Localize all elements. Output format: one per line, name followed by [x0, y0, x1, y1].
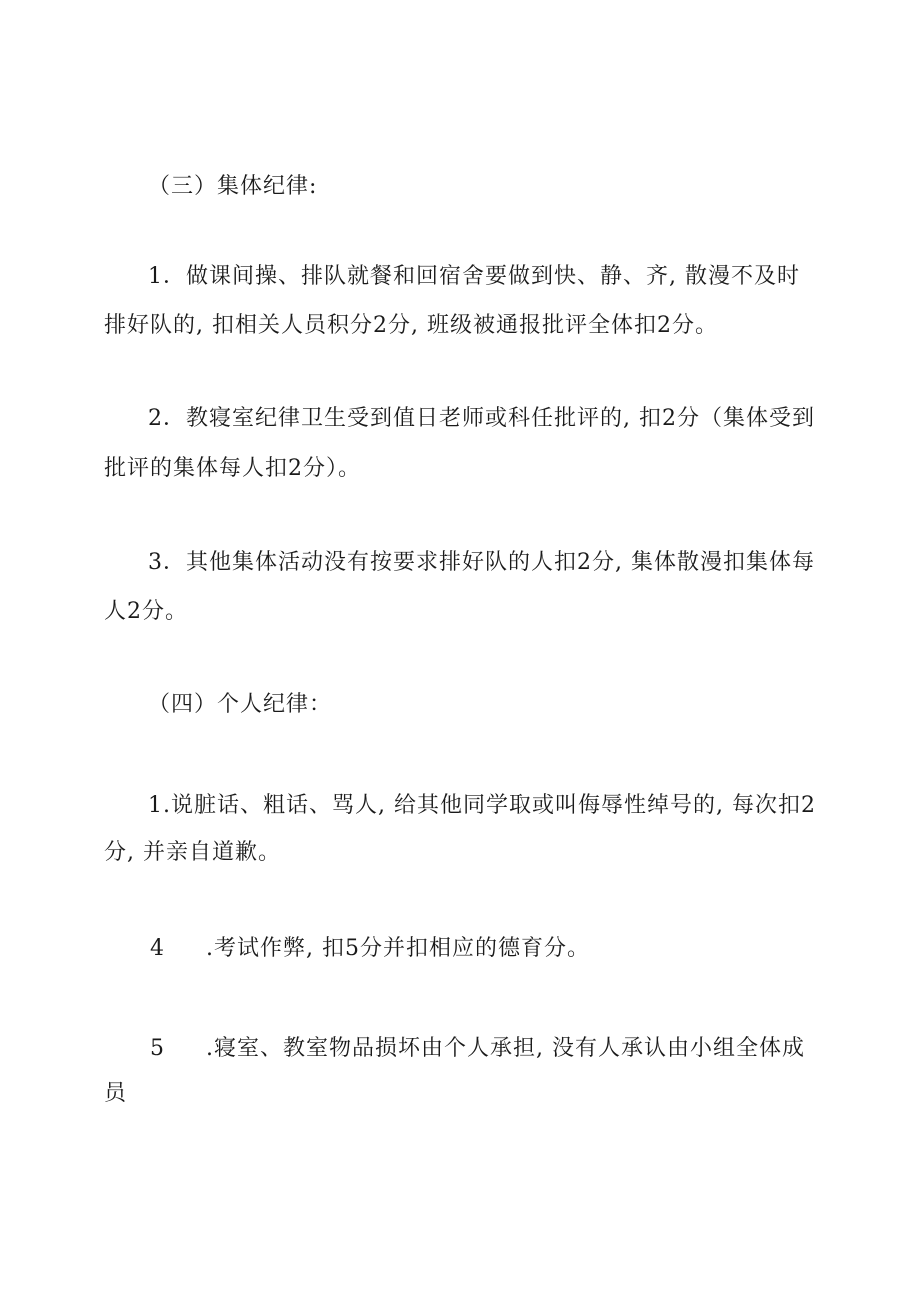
rule-4-4-number: 4 [150, 936, 165, 961]
section-heading-personal-discipline: （四）个人纪律： [148, 692, 333, 717]
rule-3-3-line-2: 人2分。 [104, 599, 188, 624]
rule-4-5 [150, 1034, 805, 1064]
rule-3-1-line-2: 排好队的, 扣相关人员积分2分, 班级被通报批评全体扣2分。 [104, 313, 718, 338]
rule-4-1-line-1: 1.说脏话、粗话、骂人, 给其他同学取或叫侮辱性绰号的, 每次扣2 [148, 793, 816, 818]
rule-3-2-line-1: 2．教寝室纪律卫生受到值日老师或科任批评的, 扣2分（集体受到 [148, 406, 815, 431]
rule-4-5-text: .寝室、教室物品损坏由个人承担, 没有人承认由小组全体成 [206, 1036, 805, 1061]
rule-4-4-text: .考试作弊, 扣5分并扣相应的德育分。 [206, 936, 590, 961]
rule-4-4 [150, 934, 590, 964]
rule-3-1-line-1: 1．做课间操、排队就餐和回宿舍要做到快、静、齐, 散漫不及时 [148, 264, 800, 289]
section-heading-collective-discipline: （三）集体纪律: [148, 174, 318, 199]
rule-4-1-line-2: 分, 并亲自道歉。 [104, 840, 281, 865]
rule-3-3-line-1: 3．其他集体活动没有按要求排好队的人扣2分, 集体散漫扣集体每 [148, 550, 815, 575]
rule-3-2-line-2: 批评的集体每人扣2分）。 [104, 456, 361, 481]
rule-4-5-number: 5 [150, 1036, 165, 1061]
rule-4-5-line-2: 员 [104, 1081, 128, 1106]
